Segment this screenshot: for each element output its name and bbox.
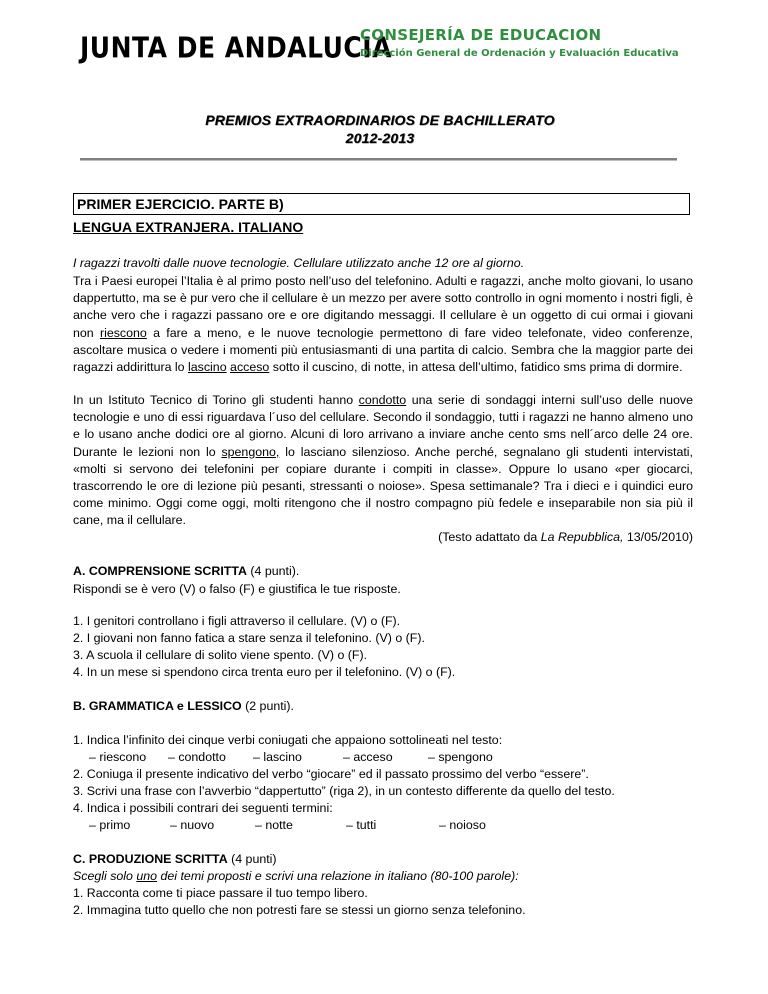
section-b-heading: B. GRAMMATICA e LESSICO (2 punti).	[73, 699, 294, 713]
verb-item: – spengono	[428, 750, 493, 764]
underlined-verb: acceso	[230, 360, 270, 375]
verb-item: – riescono	[89, 750, 147, 764]
term-item: – noioso	[439, 818, 486, 832]
exercise-box: PRIMER EJERCICIO. PARTE B)	[73, 193, 690, 215]
term-item: – primo	[89, 818, 131, 832]
section-a-heading: A. COMPRENSIONE SCRITTA (4 punti).	[73, 564, 300, 578]
term-item: – nuovo	[170, 818, 215, 832]
section-a-item: 1. I genitori controllano i figli attraverso il cellulare. (V) o (F).	[73, 614, 401, 628]
article-headline: I ragazzi travolti dalle nuove tecnologie. Cellulare utilizzato anche 12 ore al giorno.	[73, 256, 525, 270]
term-item: – notte	[255, 818, 293, 832]
article-paragraph-1: Tra i Paesi europei l’Italia è al primo posto nell’uso del telefonino. Adulti e ragazzi, anche molto giovani, lo usano dappertutto, ma se è pur vero che il cellulare è un mezzo per avere sotto controllo in ogni momento i nostri figli, è anche vero che i ragazzi passano ore e ore digitando messaggi. Il cellulare è un oggetto di cui ormai i giovani non riescono a fare a meno, e le nuove tecnologie permettono di fare video telefonate, video conferenze, ascoltare musica o vedere i momenti più entusiasmanti di una partita di calcio. Sembra che la maggior parte dei ragazzi addirittura lo lascino acceso sotto il cuscino, di notte, in attesa dell’ultimo, fatidico sms prima di dormire.	[73, 274, 693, 375]
section-c-heading: C. PRODUZIONE SCRITTA (4 punti)	[73, 852, 277, 866]
verb-item: – acceso	[343, 750, 393, 764]
article-paragraph-2: In un Istituto Tecnico di Torino gli studenti hanno condotto una serie di sondaggi interni sull’uso delle nuove tecnologie e uno di essi riguardava l´uso del cellulare. Secondo il sondaggio, tutti i ragazzi ne hanno almeno uno e lo usano anche dodici ore al giorno. Alcuni di loro arrivano a inviare anche cento sms nell´arco delle 24 ore. Durante le lezioni non lo spengono, lo lasciano silenzioso. Anche perché, segnalano gli studenti intervistati, «molti si servono dei telefonini per copiare durante i compiti in classe». Oppure lo usano «per giocarci, trascorrendo le ore di lezione più pesanti, stressanti o noiose». Spesa settimanale? Tra i dieci e i quindici euro come minimo. Oggi come oggi, molti ritengono che il nostro compagno più fedele e inseparabile non sia più il cane, ma il cellulare.	[73, 393, 693, 528]
document-title: PREMIOS EXTRAORDINARIOS DE BACHILLERATO	[205, 112, 555, 128]
consejeria-title: CONSEJERÍA DE EDUCACION	[360, 26, 602, 44]
direccion-subtitle: Dirección General de Ordenación y Evaluación Educativa	[360, 48, 679, 59]
section-a-item: 3. A scuola il cellulare di solito viene spento. (V) o (F).	[73, 648, 368, 662]
document-year: 2012-2013	[345, 130, 415, 146]
exercise-subtitle: LENGUA EXTRANJERA. ITALIANO	[73, 219, 304, 235]
term-item: – tutti	[346, 818, 377, 832]
underlined-verb: spengono,	[221, 444, 280, 459]
verb-item: – lascino	[253, 750, 302, 764]
section-b-item: 3. Scrivi una frase con l’avverbio “dappertutto” (riga 2), in un contesto differente da quello del testo.	[73, 784, 615, 798]
junta-logo: JUNTA DE ANDALUCIA	[80, 31, 392, 65]
verb-item: – condotto	[168, 750, 226, 764]
underlined-verb: riescono	[99, 325, 147, 340]
underlined-verb: condotto	[358, 393, 407, 407]
verb-list	[73, 749, 693, 766]
institution-header	[360, 26, 679, 59]
section-c-item: 1. Racconta come ti piace passare il tuo tempo libero.	[73, 886, 368, 900]
section-c-item: 2. Immagina tutto quello che non potresti fare se stessi un giorno senza telefonino.	[73, 903, 526, 917]
section-b-item: 2. Coniuga il presente indicativo del verbo “giocare” ed il passato prossimo del verbo “essere”.	[73, 767, 589, 781]
title-divider	[80, 158, 677, 161]
section-a-instruction: Rispondi se è vero (V) o falso (F) e giustifica le tue risposte.	[73, 582, 401, 596]
underlined-verb: lascino	[188, 360, 227, 375]
section-a-item: 2. I giovani non fanno fatica a stare senza il telefonino. (V) o (F).	[73, 631, 425, 645]
section-b-item: 1. Indica l’infinito dei cinque verbi coniugati che appaiono sottolineati nel testo:	[73, 733, 503, 747]
section-a-item: 4. In un mese si spendono circa trenta euro per il telefonino. (V) o (F).	[73, 665, 456, 679]
section-b-item: 4. Indica i possibili contrari dei seguenti termini:	[73, 801, 333, 815]
article-source: (Testo adattato da La Repubblica, 13/05/2010)	[438, 530, 693, 544]
section-c-instruction: Scegli solo uno dei temi proposti e scrivi una relazione in italiano (80-100 parole):	[73, 869, 519, 883]
term-list	[73, 817, 693, 834]
